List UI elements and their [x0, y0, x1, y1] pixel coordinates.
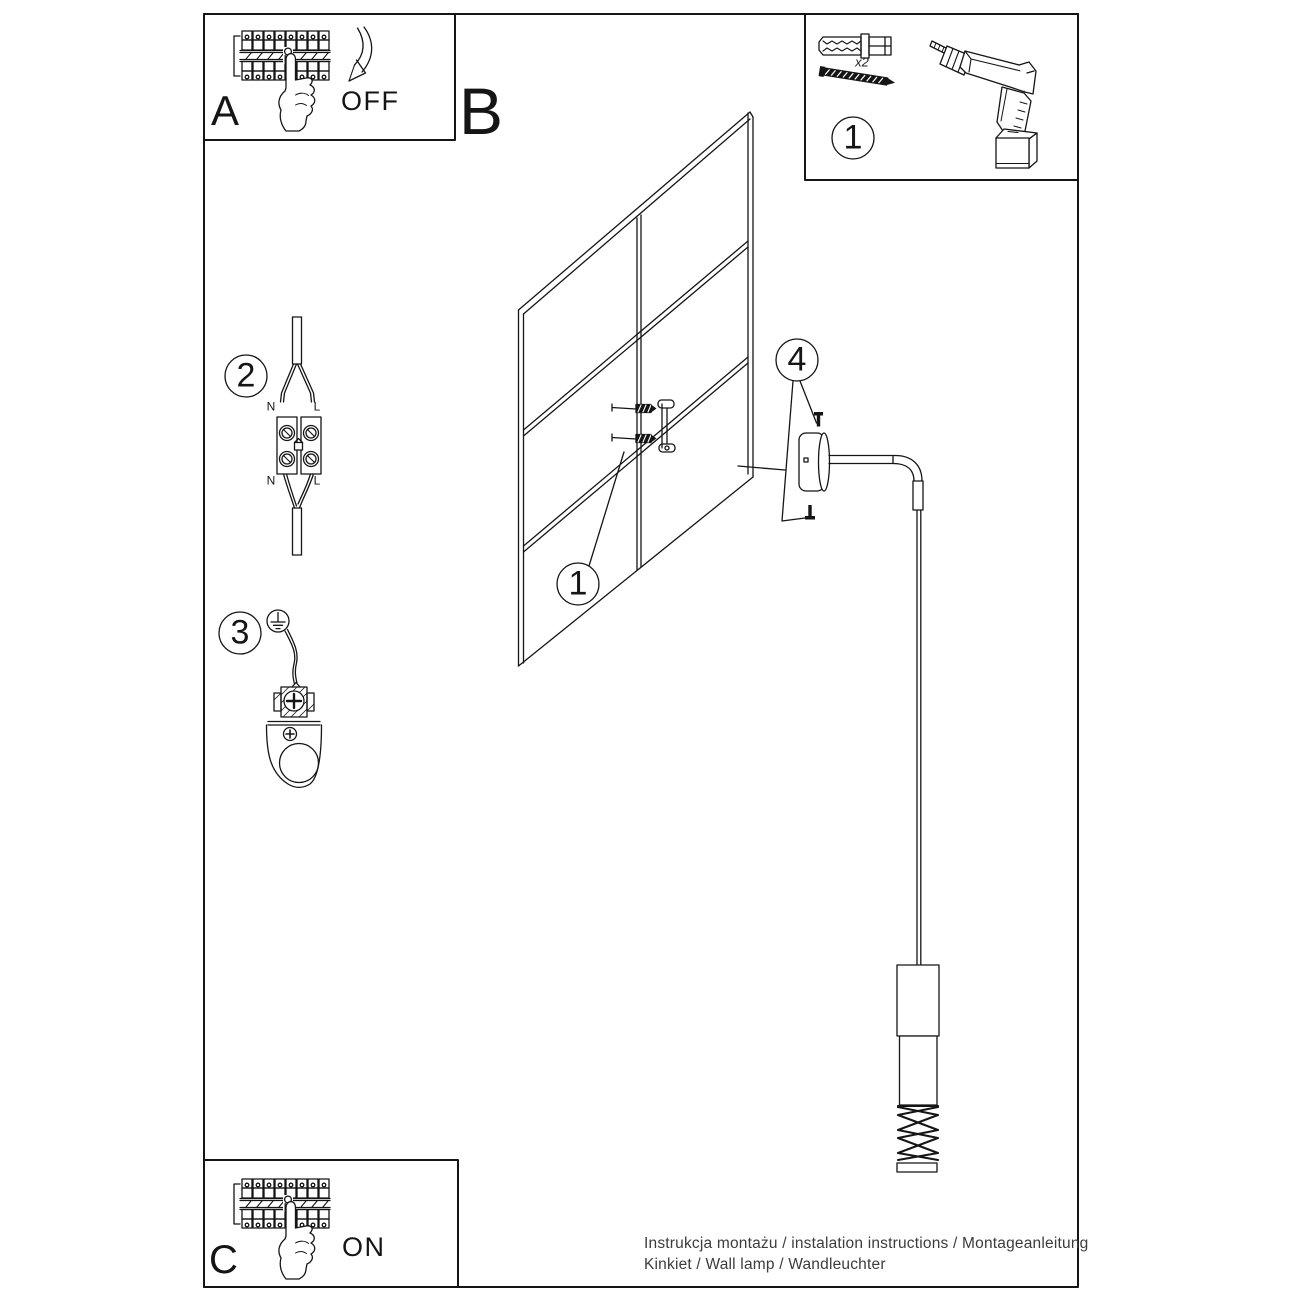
lamp-holder-icon: [267, 722, 322, 788]
wire-label-n-bottom: N: [266, 473, 276, 488]
step-a-label: A: [211, 87, 240, 134]
callout-1-parts: 1: [843, 118, 863, 157]
lamp-arm-icon: [829, 456, 923, 966]
wall-drawing: [519, 112, 754, 666]
callout-3: 3: [230, 613, 250, 652]
ground-symbol-icon: [267, 610, 289, 632]
wire-label-n-top: N: [266, 399, 276, 414]
cable-top: [293, 317, 302, 364]
footer-caption-line1: Instrukcja montażu / instalation instructions / Montageanleitung: [644, 1235, 1089, 1252]
canopy-icon: [799, 433, 830, 491]
ground-terminal-icon: [274, 683, 314, 718]
lamp-spring: [898, 1106, 938, 1160]
terminal-block-icon: [277, 417, 321, 474]
screw-icon: [819, 67, 895, 86]
dowel-quantity: x2: [855, 54, 869, 70]
section-b-label: B: [459, 74, 504, 148]
on-text: ON: [342, 1232, 386, 1262]
ground-wire: [285, 630, 297, 685]
step-c-label: C: [209, 1238, 238, 1282]
wiring-diagram-icon: [277, 317, 321, 555]
off-text: OFF: [341, 86, 400, 116]
callout-4: 4: [787, 340, 807, 379]
pendant-lamp-icon: [897, 965, 939, 1172]
drill-icon: [930, 41, 1037, 168]
footer-caption-line2: Kinkiet / Wall lamp / Wandleuchter: [644, 1256, 886, 1273]
callout-1-wall: 1: [568, 564, 588, 603]
off-arrow-icon: [349, 27, 372, 81]
wire-label-l-top: L: [313, 399, 321, 414]
wall-pointer-line: [738, 466, 785, 470]
wire-label-l-bottom: L: [313, 473, 321, 488]
cable-bottom: [293, 508, 302, 555]
callout-1-leader: [589, 452, 624, 566]
mounting-screws-icon: [612, 404, 657, 443]
callout-2: 2: [236, 356, 256, 395]
